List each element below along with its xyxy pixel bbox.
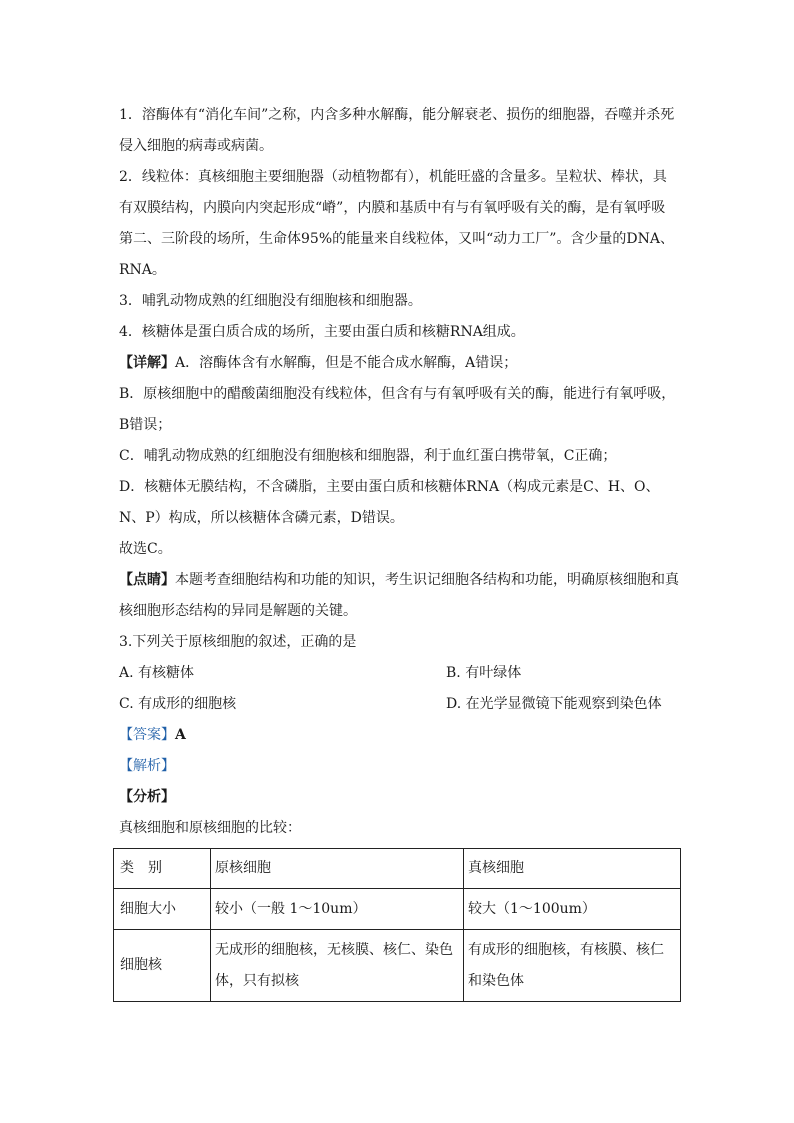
cell-category: 细胞大小: [114, 889, 211, 930]
paragraph-lysosome: 1．溶酶体有“消化车间”之称，内含多种水解酶，能分解衰老、损伤的细胞器，吞噬并杀死侵入细胞的病毒或病菌。: [119, 107, 675, 154]
header-prokaryote: 原核细胞: [211, 849, 464, 889]
analysis-sub-label: 【分析】: [119, 789, 175, 805]
option-c: C. 有成形的细胞核: [119, 696, 237, 712]
table-row: [114, 889, 681, 930]
document-page: [119, 100, 679, 1002]
answer-label: 【答案】: [119, 727, 175, 743]
cell-category: 细胞核: [114, 930, 211, 1002]
paragraph-ribosome: 4．核糖体是蛋白质合成的场所，主要由蛋白质和核糖RNA组成。: [119, 324, 525, 340]
detail-a-text: A．溶酶体含有水解酶，但是不能合成水解酶，A错误；: [175, 355, 518, 371]
question-stem: 3.下列关于原核细胞的叙述，正确的是: [119, 634, 357, 650]
options-row-2: [119, 689, 679, 720]
answer-value: A: [175, 727, 186, 743]
table-row: [114, 930, 681, 1002]
option-a: A. 有核糖体: [119, 665, 195, 681]
options-row-1: [119, 658, 679, 689]
paragraph-mitochondria: 2．线粒体：真核细胞主要细胞器（动植物都有），机能旺盛的含量多。呈粒状、棒状，具有双膜结构，内膜向内突起形成“嵴”，内膜和基质中有与有氧呼吸有关的酶，是有氧呼吸第二、三阶段的场所，生命体95%的能量来自线粒体，又叫“动力工厂”。含少量的DNA、RNA。: [119, 169, 675, 278]
detail-b: B．原核细胞中的醋酸菌细胞没有线粒体，但含有与有氧呼吸有关的酶，能进行有氧呼吸，B错误；: [119, 386, 676, 433]
cell-prokaryote: 无成形的细胞核，无核膜、核仁、染色体，只有拟核: [211, 930, 464, 1002]
detail-d: D．核糖体无膜结构，不含磷脂，主要由蛋白质和核糖体RNA（构成元素是C、H、O、N、P）构成，所以核糖体含磷元素，D错误。: [119, 479, 660, 526]
conclusion: 故选C。: [119, 541, 172, 557]
analysis-label: 【解析】: [119, 758, 175, 774]
comment-text: 本题考查细胞结构和功能的知识，考生识记细胞各结构和功能，明确原核细胞和真核细胞形态结构的异同是解题的关键。: [119, 572, 679, 619]
cell-eukaryote: 较大（1～100um）: [464, 889, 681, 930]
comment: [119, 565, 679, 627]
cell-eukaryote: 有成形的细胞核，有核膜、核仁和染色体: [464, 930, 681, 1002]
detail-label: 【详解】: [119, 355, 175, 371]
header-eukaryote: 真核细胞: [464, 849, 681, 889]
answer: [119, 720, 679, 751]
cell-prokaryote: 较小（一般 1～10um）: [211, 889, 464, 930]
option-b: B. 有叶绿体: [446, 665, 522, 681]
header-category: 类 别: [114, 849, 211, 889]
comparison-table: [113, 848, 681, 1002]
table-caption: 真核细胞和原核细胞的比较：: [119, 820, 301, 836]
table-header-row: [114, 849, 681, 889]
comment-label: 【点睛】: [119, 572, 175, 588]
option-d: D. 在光学显微镜下能观察到染色体: [446, 696, 662, 712]
detail-a: [119, 348, 679, 379]
paragraph-red-blood-cell: 3．哺乳动物成熟的红细胞没有细胞核和细胞器。: [119, 293, 422, 309]
detail-c: C．哺乳动物成熟的红细胞没有细胞核和细胞器，利于血红蛋白携带氧，C正确；: [119, 448, 617, 464]
